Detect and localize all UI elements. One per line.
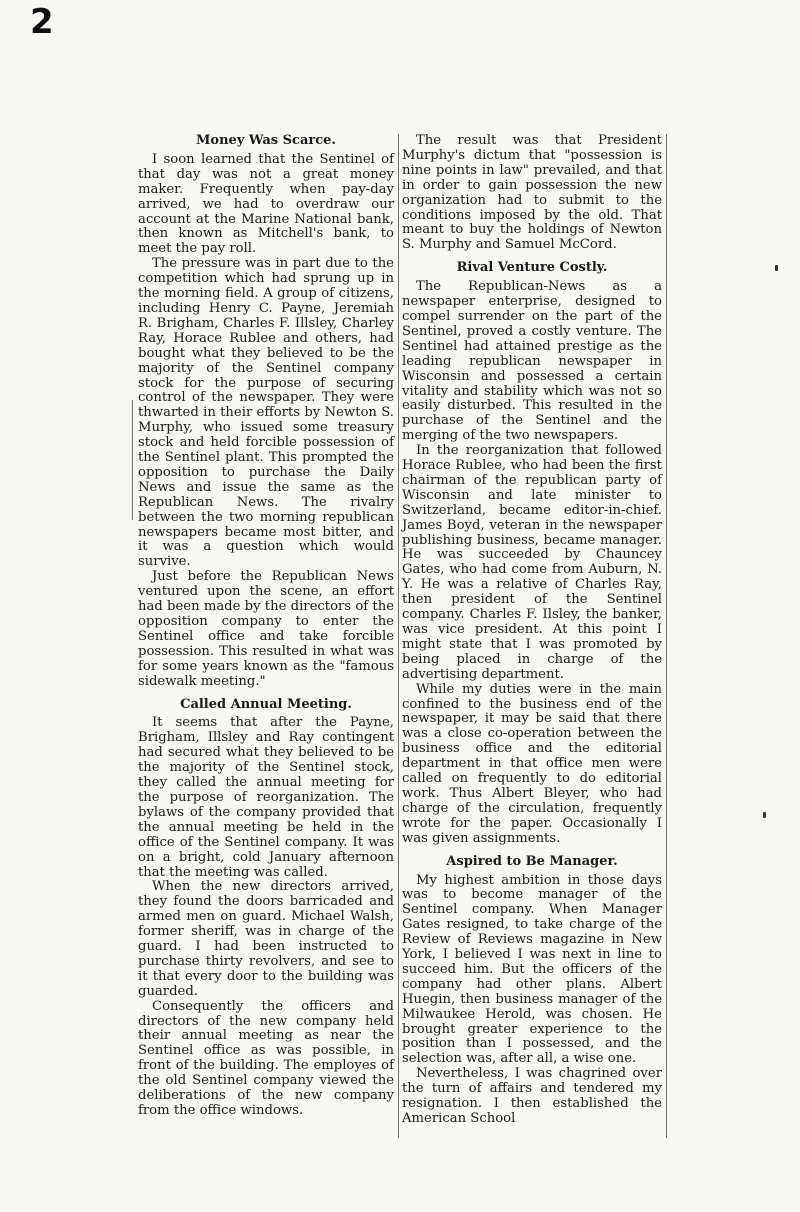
left-column: [138, 134, 394, 1119]
paragraph: Consequently the officers and directors of the new company held their annual meeting as near the Sentinel office as was possible, in front of the building. The employes of the old Sentinel company viewed the deliberations of the new company from the office windows.: [138, 998, 394, 1118]
right-clipping-edge: [666, 134, 667, 1138]
paragraph: The result was that President Murphy's dictum that "possession is nine points in law" prevailed, and that in order to gain possession the new organization had to submit to the conditions imposed by the old. That meant to buy the holdings of Newton S. Murphy and Samuel McCord.: [402, 133, 662, 253]
paragraph: It seems that after the Payne, Brigham, Illsley and Ray contingent had secured what they believed to be the majority of the Sentinel stock, they called the annual meeting for the purpose of reorganization. The bylaws of the company provided that the annual meeting be held in the office of the Sentinel company. It was on a bright, cold January afternoon that the meeting was called.: [138, 715, 394, 880]
paragraph: The Republican-News as a newspaper enterprise, designed to compel surrender on the part of the Sentinel, proved a costly venture. The Sentinel had attained prestige as the leading republican newspaper in Wisconsin and possessed a certain vitality and stability which was not so easily disturbed. This resulted in the purchase of the Sentinel and the merging of the two newspapers.: [402, 279, 662, 444]
scan-speck: [763, 812, 766, 818]
paragraph: Nevertheless, I was chagrined over the turn of affairs and tendered my resignation. I then established the American School: [402, 1066, 662, 1126]
left-clipping-edge: [132, 400, 133, 520]
paragraph: Just before the Republican News ventured upon the scene, an effort had been made by the directors of the opposition company to enter the Sentinel office and take forcible possession. This resulted in what was for some years known as the "famous sidewalk meeting.": [138, 569, 394, 689]
heading-aspired-to-be-manager: Aspired to Be Manager.: [446, 853, 618, 869]
heading-called-annual-meeting: Called Annual Meeting.: [180, 696, 352, 712]
paragraph: When the new directors arrived, they found the doors barricaded and armed men on guard. Michael Walsh, former sheriff, was in charge of the guard. I had been instructed to purchase thirty revolvers, and see to it that every door to the building was guarded.: [138, 879, 394, 999]
paragraph: While my duties were in the main confined to the business end of the newspaper, it may be said that there was a close co-operation between the business office and the editorial department in that office men were called on frequently to do editorial work. Thus Albert Bleyer, who had charge of the circulation, frequently wrote for the paper. Occasionally I was given assignments.: [402, 681, 662, 846]
paragraph: I soon learned that the Sentinel of that day was not a great money maker. Frequently when pay-day arrived, we had to overdraw our account at the Marine National bank, then known as Mitchell's bank, to meet the pay roll.: [138, 151, 394, 257]
paragraph: The pressure was in part due to the competition which had sprung up in the morning field. A group of citizens, including Henry C. Payne, Jeremiah R. Brigham, Charles F. Illsley, Charley Ray, Horace Rublee and others, had bought what they believed to be the majority of the Sentinel company stock for the purpose of securing control of the newspaper. They were thwarted in their efforts by Newton S. Murphy, who issued some treasury stock and held forcible possession of the Sentinel plant. This prompted the opposition to purchase the Daily News and issue the same as the Republican News. The rivalry between the two morning republican newspapers became most bitter, and it was a question which would survive.: [138, 256, 394, 570]
heading-rival-venture-costly: Rival Venture Costly.: [456, 260, 608, 276]
page-number: 2: [30, 2, 54, 42]
scan-speck: [775, 265, 778, 271]
paragraph: In the reorganization that followed Horace Rublee, who had been the first chairman of the republican party of Wisconsin and late minister to Switzerland, became editor-in-chief. James Boyd, veteran in the newspaper publishing business, became manager. He was succeeded by Chauncey Gates, who had come from Auburn, N. Y. He was a relative of Charles Ray, then president of the Sentinel company. Charles F. Ilsley, the banker, was vice president. At this point I might state that I was promoted by being placed in charge of the advertising department.: [402, 443, 662, 682]
right-column: [402, 134, 662, 1127]
heading-money-was-scarce: Money Was Scarce.: [196, 133, 336, 148]
paragraph: My highest ambition in those days was to become manager of the Sentinel company. When Manager Gates resigned, to take charge of the Review of Reviews magazine in New York, I believed I was next in line to succeed him. But the officers of the company had other plans. Albert Huegin, then business manager of the Milwaukee Herold, was chosen. He brought greater experience to the position than I possessed, and the selection was, after all, a wise one.: [402, 872, 662, 1067]
column-divider: [398, 134, 399, 1138]
